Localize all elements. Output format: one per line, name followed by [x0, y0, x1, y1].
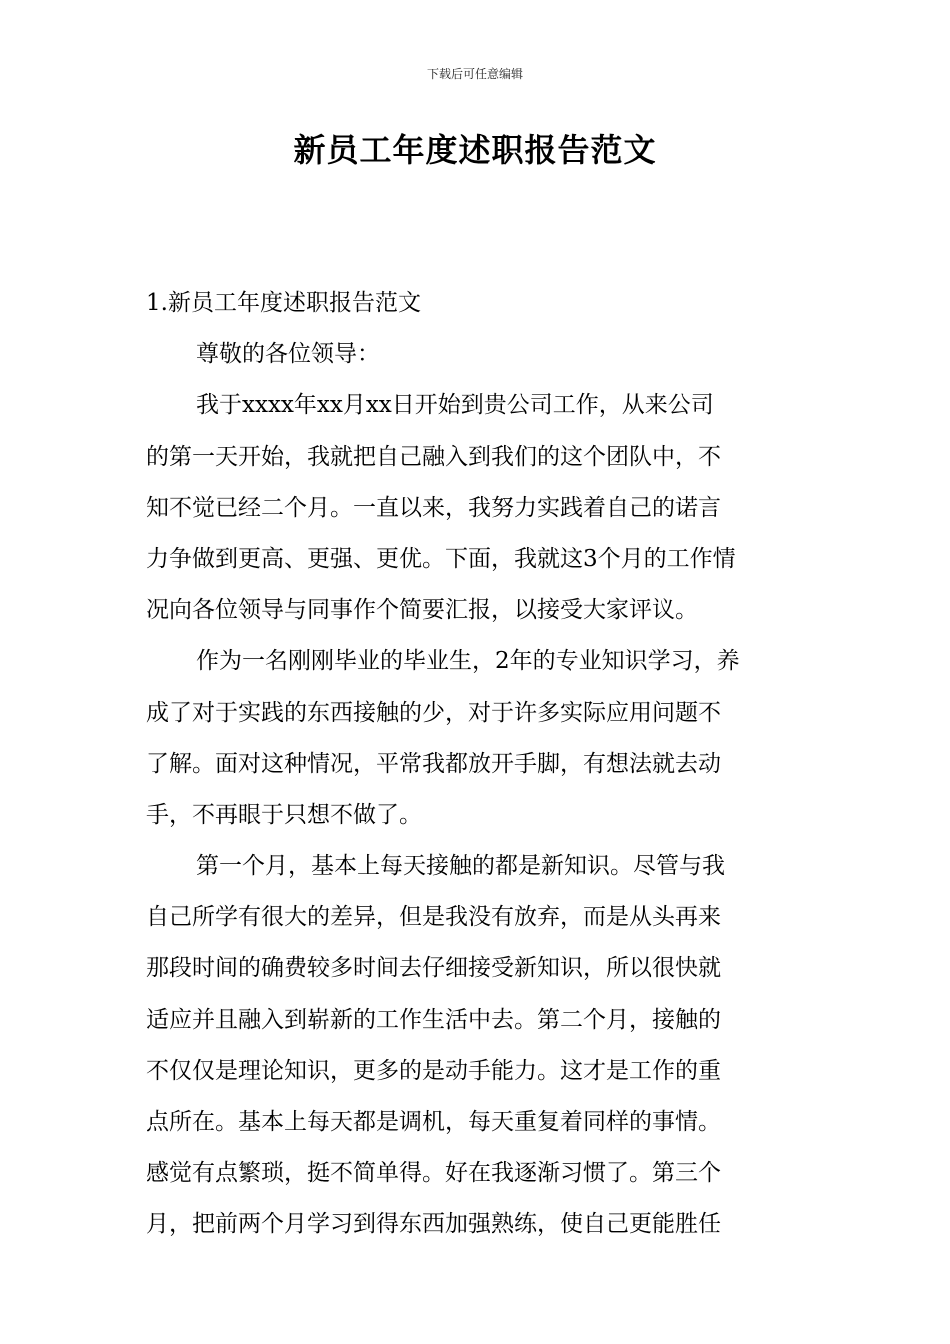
text-line: 适应并且融入到崭新的工作生活中去。第二个月，接触的 [146, 1006, 721, 1033]
text-line: 1.新员工年度述职报告范文 [146, 290, 421, 316]
text-line: 自己所学有很大的差异，但是我没有放弃，而是从头再来 [146, 904, 721, 931]
text-line: 知不觉已经二个月。一直以来，我努力实践着自己的诺言 [146, 494, 721, 521]
text-line: 那段时间的确费较多时间去仔细接受新知识，所以很快就 [146, 955, 721, 982]
text-line: 月，把前两个月学习到得东西加强熟练，使自己更能胜任 [146, 1211, 721, 1238]
text-line: 点所在。基本上每天都是调机，每天重复着同样的事情。 [146, 1109, 721, 1135]
text-line: 我于xxxx年xx月xx日开始到贵公司工作，从来公司 [196, 392, 714, 419]
text-line: 作为一名刚刚毕业的毕业生，2年的专业知识学习，养 [196, 648, 740, 675]
text-line: 尊敬的各位领导： [196, 341, 380, 368]
text-line: 成了对于实践的东西接触的少，对于许多实际应用问题不 [146, 699, 721, 726]
text-line: 的第一天开始，我就把自己融入到我们的这个团队中，不 [146, 443, 721, 470]
text-line: 感觉有点繁琐，挺不简单得。好在我逐渐习惯了。第三个 [146, 1160, 721, 1187]
document-body [146, 278, 808, 1251]
document-title: 新员工年度述职报告范文 [293, 131, 657, 169]
header-note: 下载后可任意编辑 [426, 67, 523, 81]
text-line: 况向各位领导与同事作个简要汇报，以接受大家评议。 [146, 597, 698, 624]
text-line: 手，不再眼于只想不做了。 [146, 801, 422, 828]
text-line: 力争做到更高、更强、更优。下面，我就这3个月的工作情 [146, 545, 736, 572]
text-line: 了解。面对这种情况，平常我都放开手脚，有想法就去动 [146, 750, 721, 777]
text-line: 第一个月，基本上每天接触的都是新知识。尽管与我 [196, 853, 725, 880]
text-line: 不仅仅是理论知识，更多的是动手能力。这才是工作的重 [146, 1057, 721, 1084]
